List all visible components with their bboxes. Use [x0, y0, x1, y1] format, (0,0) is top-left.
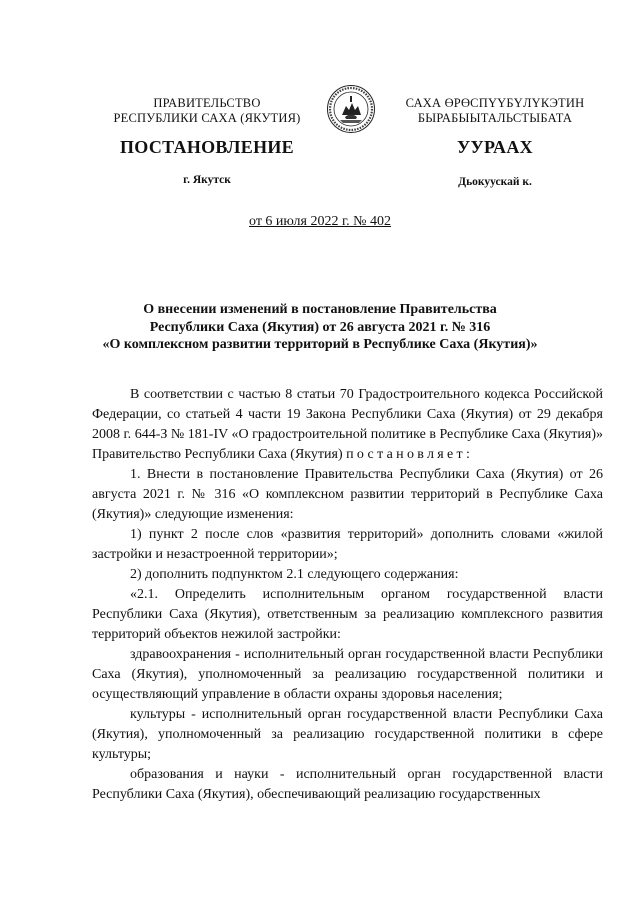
paragraph-healthcare: здравоохранения - исполнительный орган государственной власти Республики Саха (Якутия), уполномоченный за реализацию государственной политики и осуществляющий управление в области охраны здоровья населения;: [92, 647, 603, 702]
subject-line-3: «О комплексном развитии территорий в Республике Саха (Якутия)»: [102, 337, 538, 352]
resolves-word: постановляет:: [346, 447, 474, 462]
city-sah: Дьокуускай к.: [458, 176, 532, 188]
issuer-name-ru: [92, 96, 322, 126]
doc-type-ru: ПОСТАНОВЛЕНИЕ: [120, 137, 294, 157]
paragraph-preamble: [92, 385, 603, 465]
date-number-line: [0, 214, 640, 230]
paragraph-item-1: 1. Внести в постановление Правительства Республики Саха (Якутия) от 26 августа 2021 г. № 316 «О комплексном развитии территорий в Республике Саха (Якутия)» следующие изменения:: [92, 467, 603, 522]
issuer-line-1: ПРАВИТЕЛЬСТВО: [153, 96, 261, 110]
paragraph-education: образования и науки - исполнительный орган государственной власти Республики Саха (Якутия), обеспечивающий реализацию государственных: [92, 767, 603, 802]
issuer-line-2: РЕСПУБЛИКИ САХА (ЯКУТИЯ): [113, 111, 301, 125]
issuer-name-sah: [385, 96, 605, 126]
paragraph-subitem-1: 1) пункт 2 после слов «развития территорий» дополнить словами «жилой застройки и незастроенной территории»;: [92, 527, 603, 562]
city-ru: г. Якутск: [183, 174, 231, 186]
preamble-text: В соответствии с частью 8 статьи 70 Градостроительного кодекса Российской Федерации, со статьей 4 части 19 Закона Республики Саха (Якутия) от 29 декабря 2008 г. 644-З № 181-IV «О градостроительной политике в Республике Саха (Якутия)» Правительство Республики Саха (Якутия): [92, 387, 603, 462]
doc-type-sah: УУРААХ: [457, 137, 533, 157]
issuer-line-2-sah: БЫРАБЫЫТАЛЬСТЫБАТА: [417, 111, 573, 125]
document-subject: [90, 301, 550, 354]
paragraph-culture: культуры - исполнительный орган государственной власти Республики Саха (Якутия), уполномоченный за реализацию государственной политики в сфере культуры;: [92, 707, 603, 762]
sakha-coat-of-arms-icon: [326, 84, 376, 134]
subject-line-2: Республики Саха (Якутия) от 26 августа 2021 г. № 316: [149, 319, 491, 335]
date-number: от 6 июля 2022 г. № 402: [249, 214, 391, 229]
issuer-line-1-sah: САХА ӨРӨСПҮҮБҮЛҮКЭТИН: [405, 96, 585, 110]
subject-line-1: О внесении изменений в постановление Правительства: [143, 302, 497, 317]
paragraph-clause-2-1: «2.1. Определить исполнительным органом государственной власти Республики Саха (Якутия), ответственным за реализацию комплексного развития территорий объектов нежилой застройки:: [92, 587, 603, 642]
paragraph-subitem-2: 2) дополнить подпунктом 2.1 следующего содержания:: [130, 567, 459, 582]
document-body: [92, 385, 603, 805]
